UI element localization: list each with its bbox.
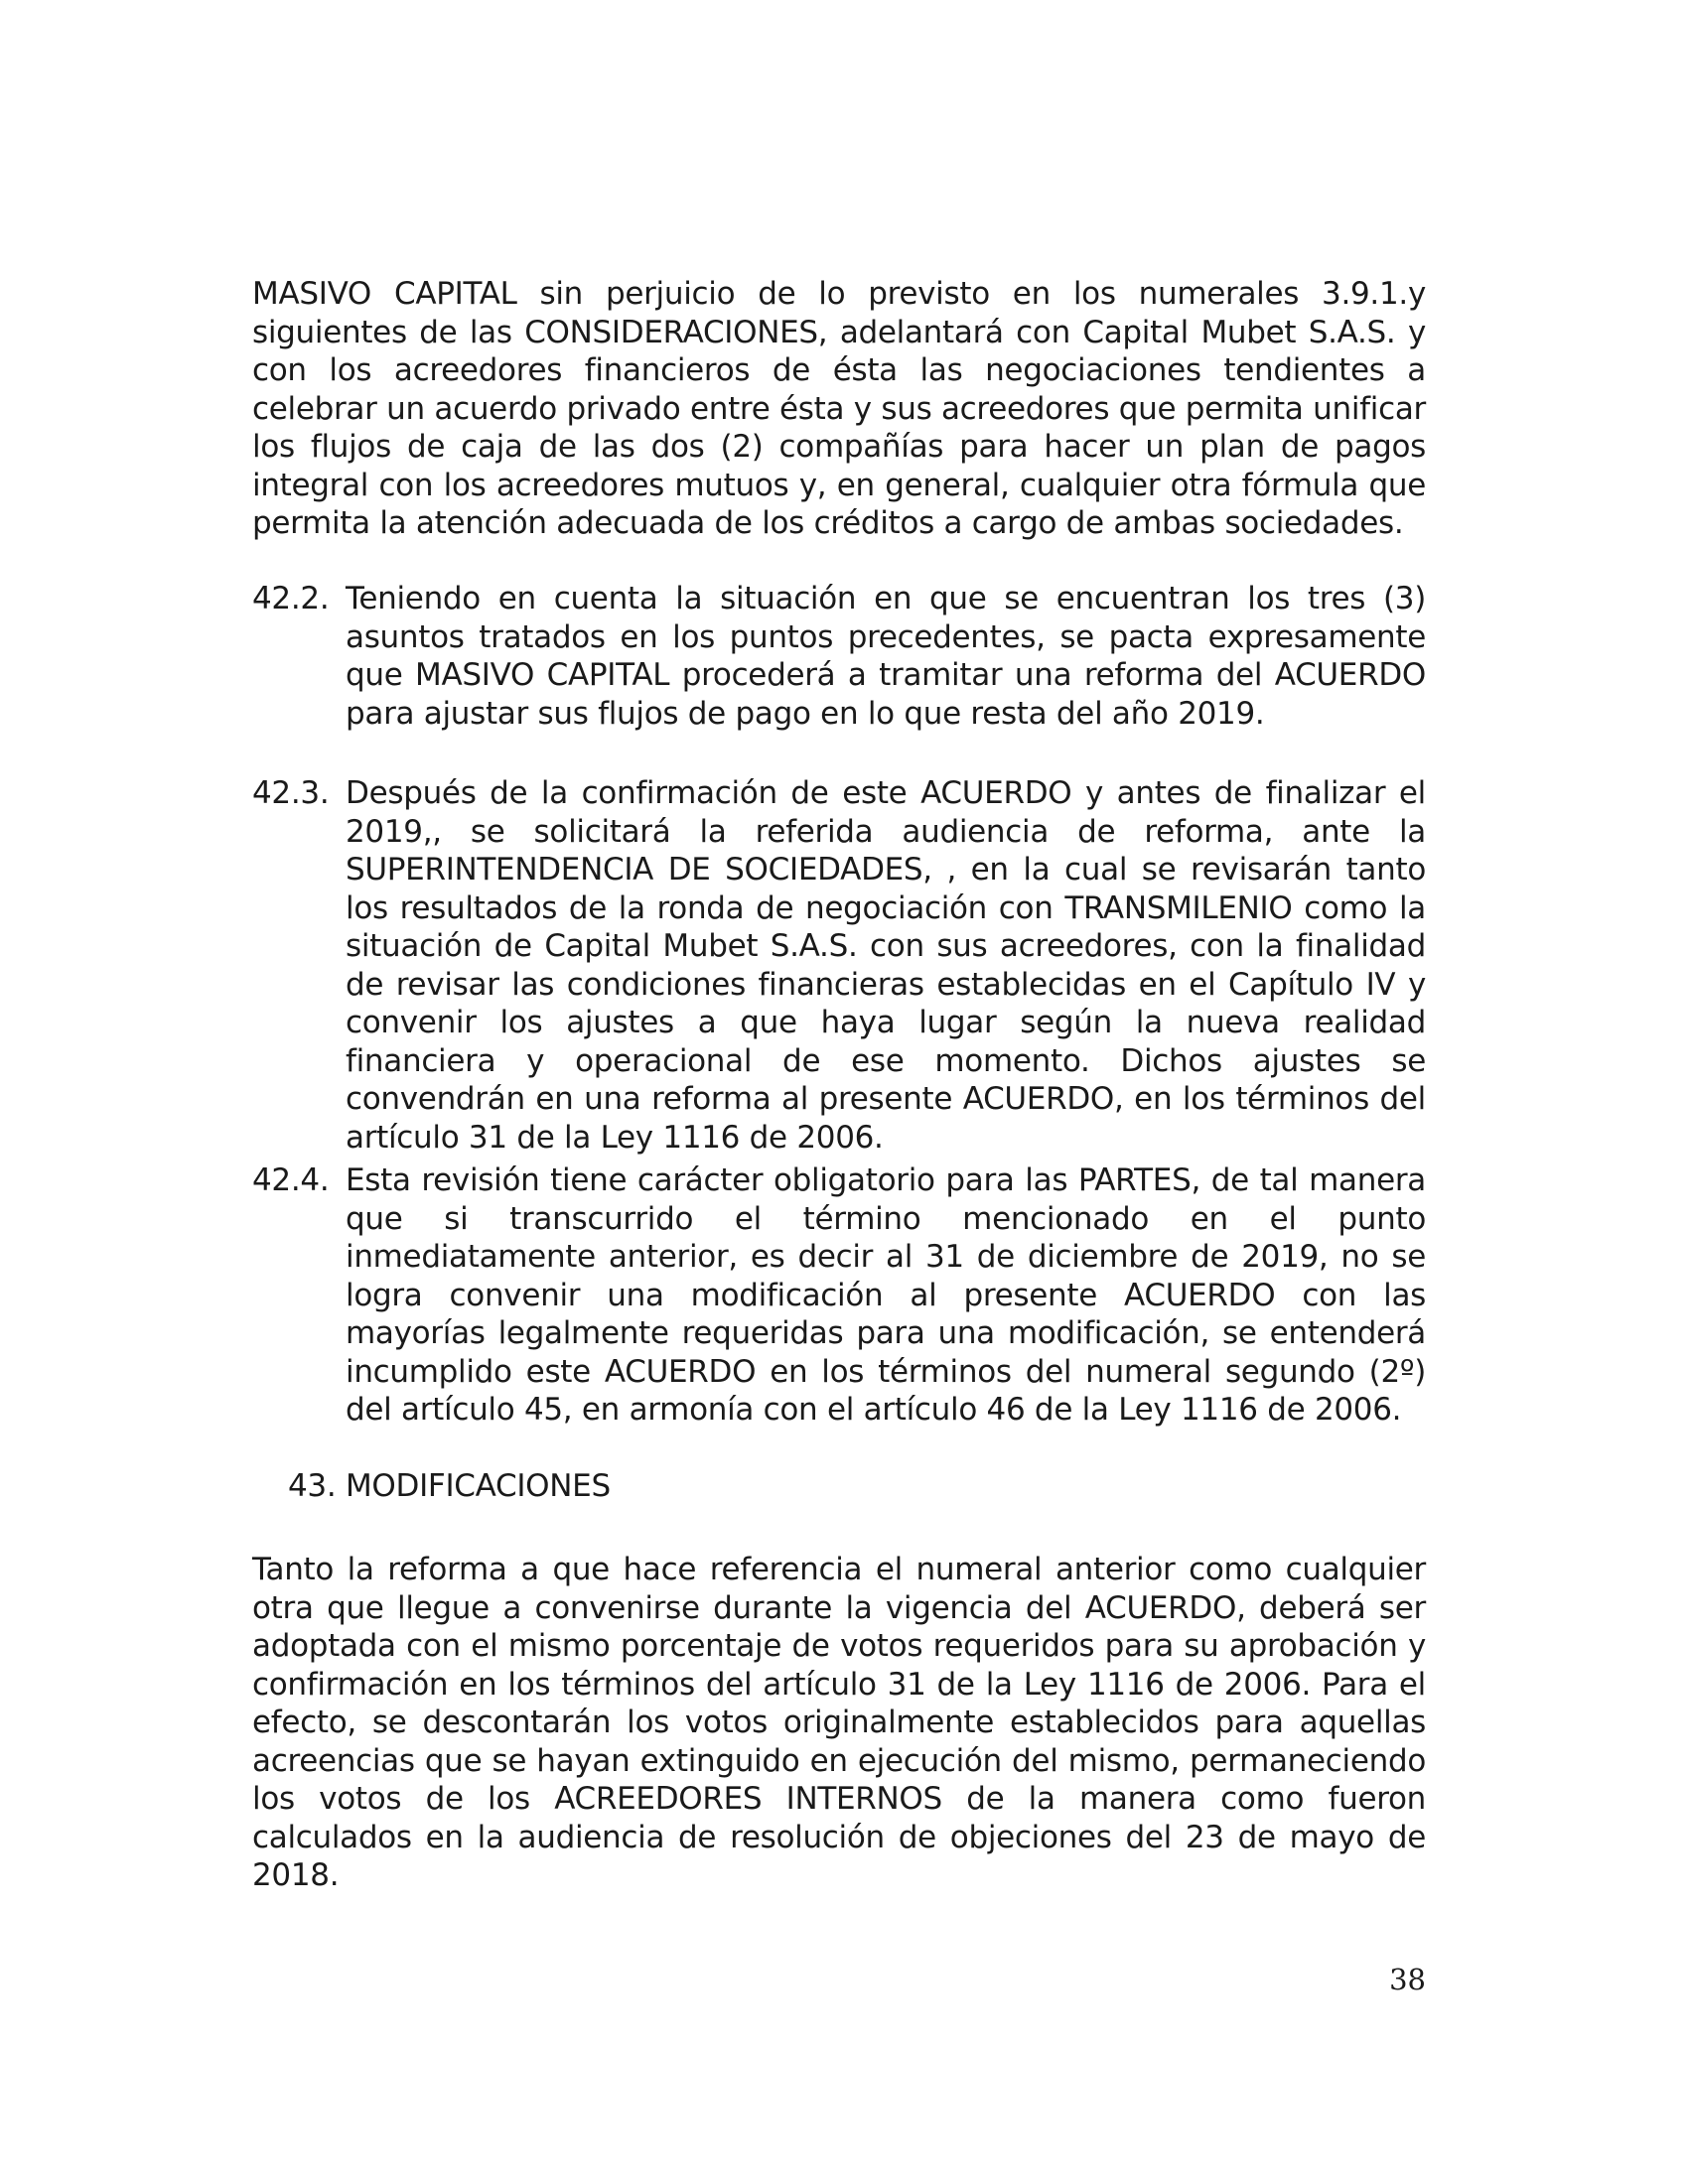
item-number: 42.3. [252, 775, 330, 811]
numbered-item-42-2 [252, 580, 1426, 733]
item-number: 42.4. [252, 1162, 330, 1198]
item-number: 42.2. [252, 581, 330, 616]
numbered-item-42-4 [252, 1161, 1426, 1430]
item-text: Esta revisión tiene carácter obligatorio para las PARTES, de tal manera que si transcurrido el término mencionado en el punto inmediatamente anterior, es decir al 31 de diciembre de 2019, no se logra convenir una modificación al presente ACUERDO con las mayorías legalmente requeridas para una modificación, se entenderá incumplido este ACUERDO en los términos del numeral segundo (2º) del artículo 45, en armonía con el artículo 46 de la Ley 1116 de 2006. [346, 1162, 1426, 1428]
numbered-item-42-3 [252, 774, 1426, 1157]
intro-paragraph: MASIVO CAPITAL sin perjuicio de lo previsto en los numerales 3.9.1.y siguientes de las CONSIDERACIONES, adelantará con Capital Mubet S.A.S. y con los acreedores financieros de ésta las negociaciones tendientes a celebrar un acuerdo privado entre ésta y sus acreedores que permita unificar los flujos de caja de las dos (2) compañías para hacer un plan de pagos integral con los acreedores mutuos y, en general, cualquier otra fórmula que permita la atención adecuada de los créditos a cargo de ambas sociedades. [252, 276, 1426, 541]
item-text: Después de la confirmación de este ACUERDO y antes de finalizar el 2019,, se solicitará la referida audiencia de reforma, ante la SUPERINTENDENCIA DE SOCIEDADES, , en la cual se revisarán tanto los resultados de la ronda de negociación con TRANSMILENIO como la situación de Capital Mubet S.A.S. con sus acreedores, con la finalidad de revisar las condiciones financieras establecidas en el Capítulo IV y convenir los ajustes a que haya lugar según la nueva realidad financiera y operacional de ese momento. Dichos ajustes se convendrán en una reforma al presente ACUERDO, en los términos del artículo 31 de la Ley 1116 de 2006. [346, 775, 1426, 1156]
section-heading: 43. MODIFICACIONES [288, 1468, 611, 1504]
item-text: Teniendo en cuenta la situación en que se encuentran los tres (3) asuntos tratados en los puntos precedentes, se pacta expresamente que MASIVO CAPITAL procederá a tramitar una reforma del ACUERDO para ajustar sus flujos de pago en lo que resta del año 2019. [346, 581, 1426, 732]
page-number: 38 [1389, 1963, 1426, 1996]
section-paragraph: Tanto la reforma a que hace referencia el numeral anterior como cualquier otra que llegue a convenirse durante la vigencia del ACUERDO, deberá ser adoptada con el mismo porcentaje de votos requeridos para su aprobación y confirmación en los términos del artículo 31 de la Ley 1116 de 2006. Para el efecto, se descontarán los votos originalmente establecidos para aquellas acreencias que se hayan extinguido en ejecución del mismo, permaneciendo los votos de los ACREEDORES INTERNOS de la manera como fueron calculados en la audiencia de resolución de objeciones del 23 de mayo de 2018. [252, 1552, 1426, 1893]
